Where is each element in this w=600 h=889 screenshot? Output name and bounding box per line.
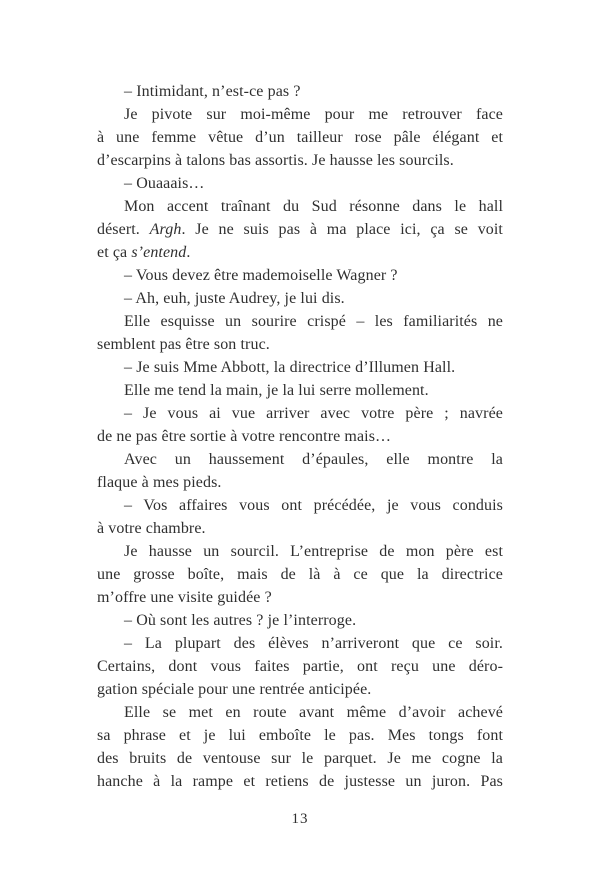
text-segment: Mon accent traînant du Sud résonne dans le hall xyxy=(124,198,503,215)
text-line xyxy=(97,379,503,402)
text-line xyxy=(97,724,503,747)
text-segment: . xyxy=(186,244,191,261)
text-segment: – Je vous ai vue arriver avec votre père ; navrée xyxy=(124,405,503,422)
text-line xyxy=(97,586,503,609)
text-line xyxy=(97,448,503,471)
page-number: 13 xyxy=(291,811,309,827)
text-line xyxy=(97,632,503,655)
text-line xyxy=(97,563,503,586)
text-segment: – Ouaaais… xyxy=(124,175,205,192)
text-segment: Certains, dont vous faites partie, ont reçu une déro- xyxy=(97,658,503,675)
text-line xyxy=(97,609,503,632)
text-segment: – La plupart des élèves n’arriveront que ce soir. xyxy=(124,635,503,652)
text-line xyxy=(97,149,503,172)
text-segment: – Intimidant, n’est-ce pas ? xyxy=(124,83,301,100)
text-line xyxy=(97,195,503,218)
text-line xyxy=(97,218,503,241)
text-line xyxy=(97,264,503,287)
text-segment: gation spéciale pour une rentrée anticipée. xyxy=(97,681,372,698)
text-segment: désert. xyxy=(97,221,150,238)
text-segment: – Vos affaires vous ont précédée, je vous conduis xyxy=(124,497,503,514)
text-line xyxy=(97,678,503,701)
text-line xyxy=(97,103,503,126)
text-segment: hanche à la rampe et retiens de justesse un juron. Pas xyxy=(97,773,503,790)
text-line xyxy=(97,540,503,563)
text-line xyxy=(97,172,503,195)
text-segment: à une femme vêtue d’un tailleur rose pâle élégant et xyxy=(97,129,503,146)
text-segment: – Je suis Mme Abbott, la directrice d’Illumen Hall. xyxy=(124,359,456,376)
text-line xyxy=(97,333,503,356)
text-line xyxy=(97,770,503,793)
text-segment: Elle se met en route avant même d’avoir achevé xyxy=(124,704,503,721)
text-segment: . Je ne suis pas à ma place ici, ça se voit xyxy=(181,221,503,238)
text-segment: semblent pas être son truc. xyxy=(97,336,270,353)
italic-text-segment: Argh xyxy=(149,221,182,238)
text-line xyxy=(97,425,503,448)
text-segment: et ça xyxy=(97,244,132,261)
text-segment: de ne pas être sortie à votre rencontre mais… xyxy=(97,428,392,445)
text-segment: sa phrase et je lui emboîte le pas. Mes tongs font xyxy=(97,727,503,744)
text-segment: des bruits de ventouse sur le parquet. Je me cogne la xyxy=(97,750,503,767)
text-segment: d’escarpins à talons bas assortis. Je hausse les sourcils. xyxy=(97,152,454,169)
text-line xyxy=(97,287,503,310)
text-line xyxy=(97,701,503,724)
text-segment: m’offre une visite guidée ? xyxy=(97,589,272,606)
page-text xyxy=(97,80,503,793)
text-segment: – Vous devez être mademoiselle Wagner ? xyxy=(124,267,398,284)
text-line xyxy=(97,126,503,149)
text-line xyxy=(97,241,503,264)
text-line xyxy=(97,747,503,770)
text-line xyxy=(97,655,503,678)
text-line xyxy=(97,517,503,540)
text-line xyxy=(97,494,503,517)
text-segment: Elle me tend la main, je la lui serre mollement. xyxy=(124,382,429,399)
text-segment: – Où sont les autres ? je l’interroge. xyxy=(124,612,357,629)
text-line xyxy=(97,310,503,333)
text-line xyxy=(97,80,503,103)
text-segment: Je hausse un sourcil. L’entreprise de mon père est xyxy=(124,543,503,560)
text-line xyxy=(97,402,503,425)
text-segment: une grosse boîte, mais de là à ce que la directrice xyxy=(97,566,503,583)
text-segment: flaque à mes pieds. xyxy=(97,474,222,491)
text-segment: Elle esquisse un sourire crispé – les familiarités ne xyxy=(124,313,503,330)
text-line xyxy=(97,356,503,379)
text-segment: Avec un haussement d’épaules, elle montre la xyxy=(124,451,503,468)
text-segment: – Ah, euh, juste Audrey, je lui dis. xyxy=(124,290,345,307)
text-segment: Je pivote sur moi-même pour me retrouver face xyxy=(124,106,503,123)
text-line xyxy=(97,471,503,494)
text-segment: à votre chambre. xyxy=(97,520,206,537)
italic-text-segment: s’entend xyxy=(131,244,187,261)
